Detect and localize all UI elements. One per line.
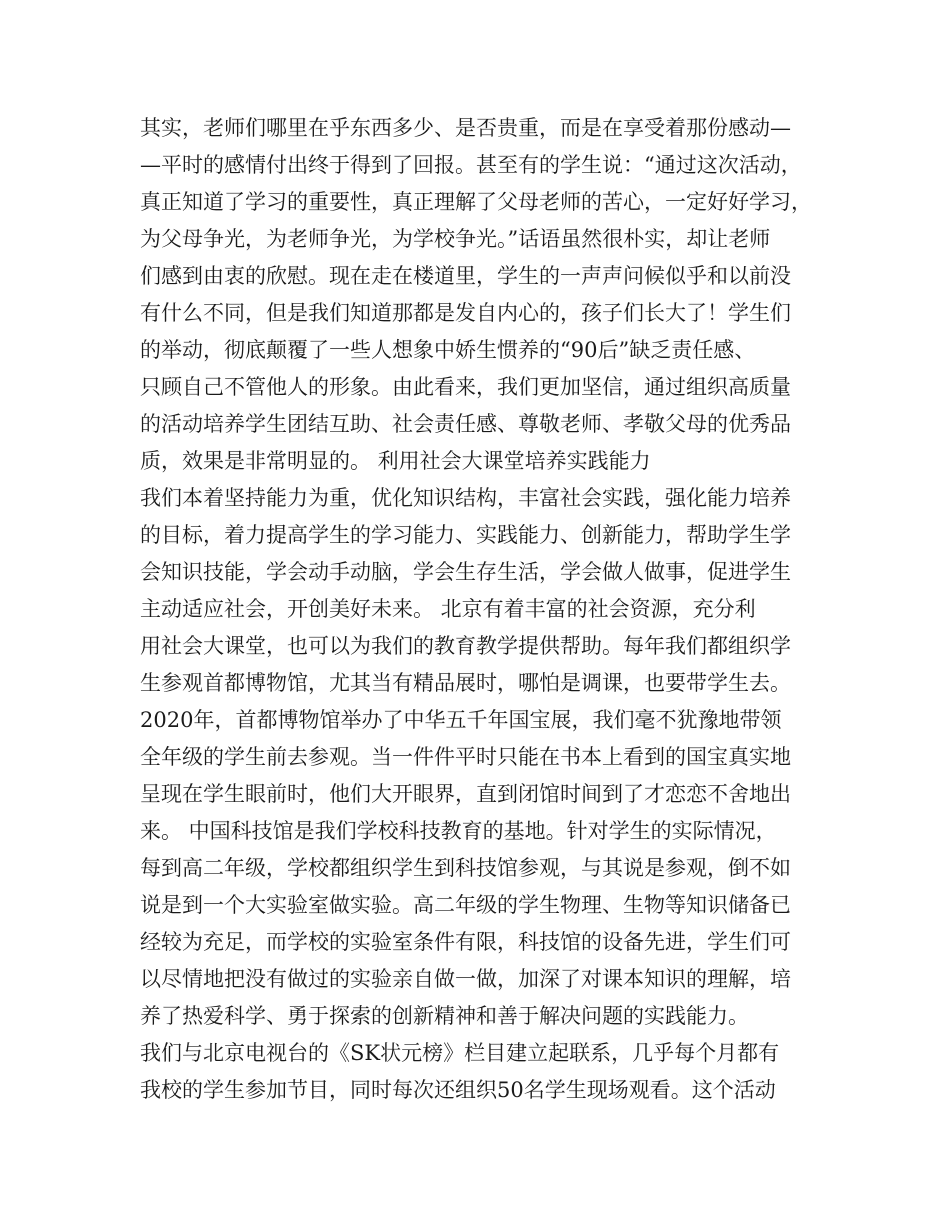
text-line: 会知识技能，学会动手动脑，学会生存生活，学会做人做事，促进学生	[140, 560, 791, 584]
text-line: 全年级的学生前去参观。当一件件平时只能在书本上看到的国宝真实地	[140, 745, 791, 769]
text-line: 生参观首都博物馆，尤其当有精品展时，哪怕是调课，也要带学生去。	[140, 671, 791, 695]
text-line: 为父母争光，为老师争光，为学校争光。”话语虽然很朴实，却让老师	[140, 227, 771, 251]
text-line: 其实，老师们哪里在乎东西多少、是否贵重，而是在享受着那份感动—	[140, 116, 791, 140]
text-line: 有什么不同，但是我们知道那都是发自内心的，孩子们长大了！学生们	[140, 301, 791, 325]
text-line: 我们本着坚持能力为重，优化知识结构，丰富社会实践，强化能力培养	[140, 486, 791, 510]
text-line: 的活动培养学生团结互助、社会责任感、尊敬老师、孝敬父母的优秀品	[140, 412, 791, 436]
text-line: 养了热爱科学、勇于探索的创新精神和善于解决问题的实践能力。	[140, 1004, 749, 1028]
text-line: 质，效果是非常明显的。 利用社会大课堂培养实践能力	[140, 449, 651, 473]
text-line: 我校的学生参加节目，同时每次还组织50名学生现场观看。这个活动	[140, 1078, 776, 1102]
text-line: 真正知道了学习的重要性，真正理解了父母老师的苦心，一定好好学习，	[140, 190, 812, 214]
text-line: 只顾自己不管他人的形象。由此看来，我们更加坚信，通过组织高质量	[140, 375, 791, 399]
text-line: 每到高二年级，学校都组织学生到科技馆参观，与其说是参观，倒不如	[140, 856, 791, 880]
text-line: 的举动，彻底颠覆了一些人想象中娇生惯养的“90后”缺乏责任感、	[140, 338, 756, 362]
body-text	[140, 110, 830, 1109]
text-line: 们感到由衷的欣慰。现在走在楼道里，学生的一声声问候似乎和以前没	[140, 264, 791, 288]
text-line: 的目标，着力提高学生的学习能力、实践能力、创新能力，帮助学生学	[140, 523, 791, 547]
text-line: 用社会大课堂，也可以为我们的教育教学提供帮助。每年我们都组织学	[140, 634, 791, 658]
text-line: —平时的感情付出终于得到了回报。甚至有的学生说：“通过这次活动，	[140, 153, 802, 177]
text-line: 呈现在学生眼前时，他们大开眼界，直到闭馆时间到了才恋恋不舍地出	[140, 782, 791, 806]
text-line: 2020年，首都博物馆举办了中华五千年国宝展，我们毫不犹豫地带领	[140, 708, 782, 732]
text-line: 来。 中国科技馆是我们学校科技教育的基地。针对学生的实际情况，	[140, 819, 777, 843]
text-line: 主动适应社会，开创美好未来。 北京有着丰富的社会资源，充分利	[140, 597, 756, 621]
text-line: 我们与北京电视台的《SK状元榜》栏目建立起联系，几乎每个月都有	[140, 1041, 780, 1065]
text-line: 说是到一个大实验室做实验。高二年级的学生物理、生物等知识储备已	[140, 893, 791, 917]
text-line: 经较为充足，而学校的实验室条件有限，科技馆的设备先进，学生们可	[140, 930, 791, 954]
text-line: 以尽情地把没有做过的实验亲自做一做，加深了对课本知识的理解，培	[140, 967, 791, 991]
